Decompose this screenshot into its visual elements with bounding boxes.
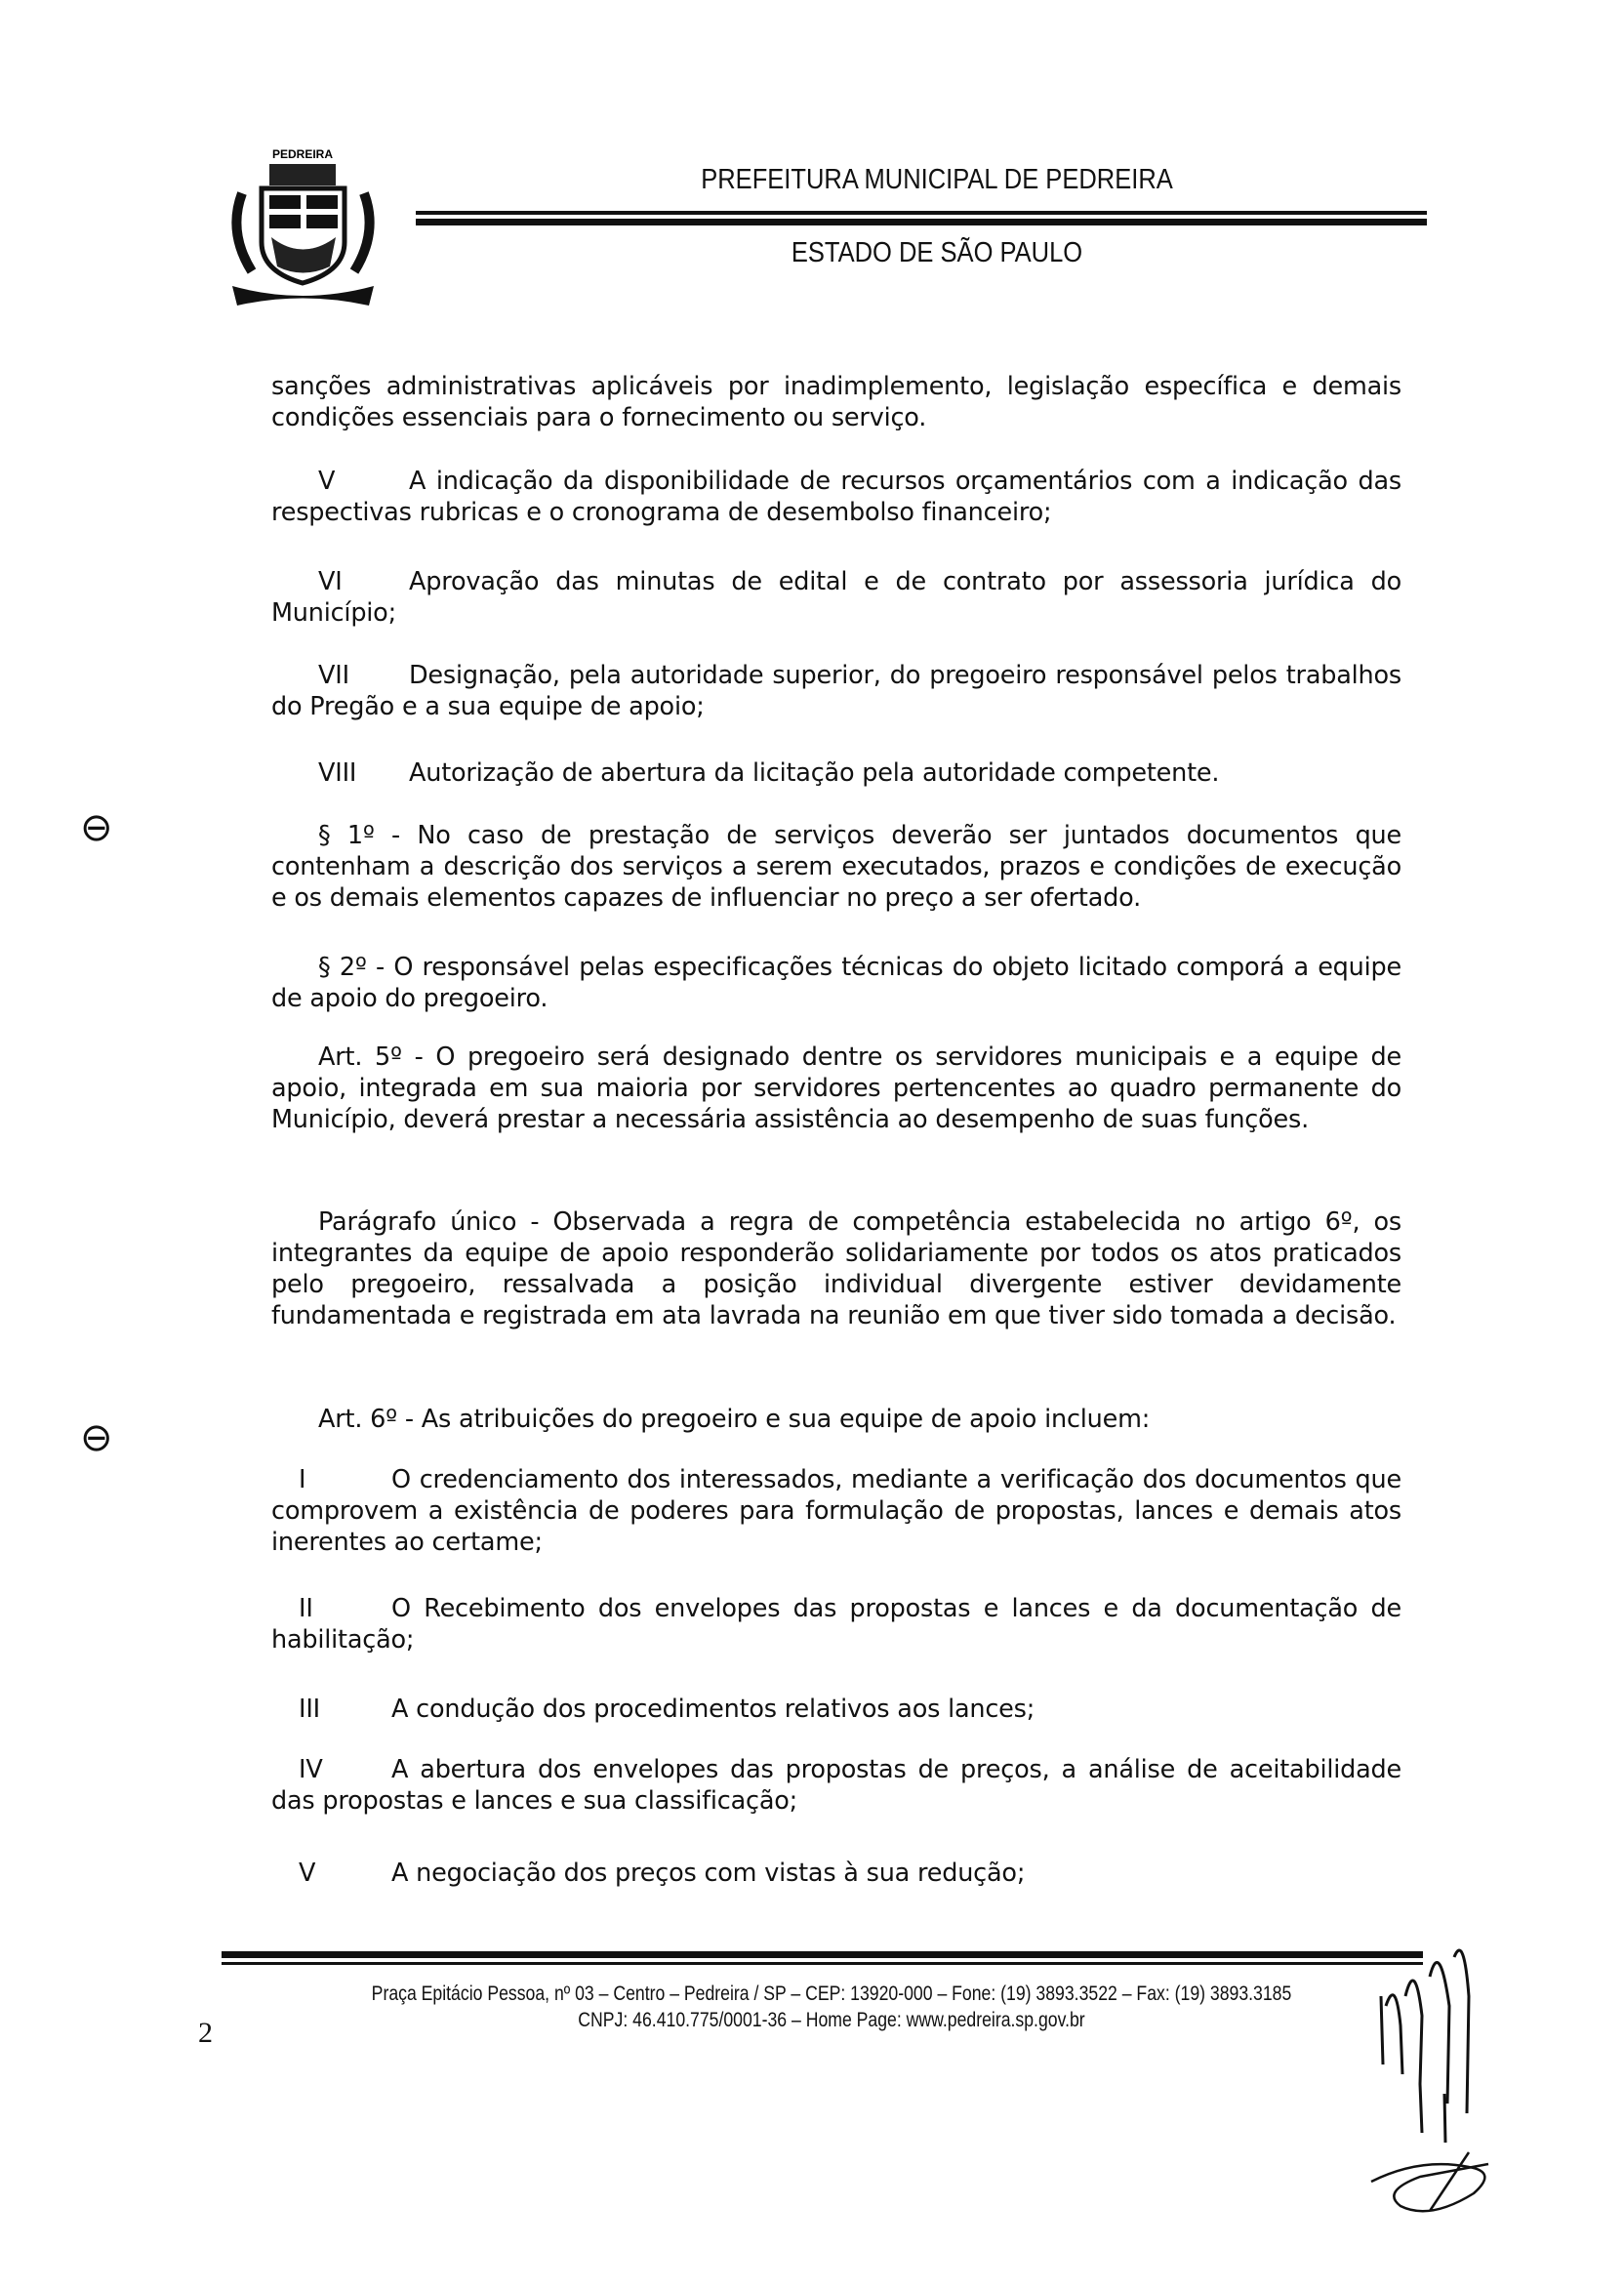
item-v-b bbox=[271, 1858, 1401, 1889]
signature bbox=[1361, 1938, 1508, 2230]
paragraph-text: § 1º - No caso de prestação de serviços deverão ser juntados documentos que contenham a descrição dos serviços a serem executados, prazos e condições de execução e os demais elementos capazes de influenciar no preço a ser ofertado. bbox=[271, 821, 1401, 913]
item-text: Designação, pela autoridade superior, do pregoeiro responsável pelos trabalhos do Pregão e a sua equipe de apoio; bbox=[271, 661, 1401, 721]
item-number: V bbox=[318, 467, 336, 496]
item-number: VI bbox=[318, 567, 343, 596]
paragraph-unico bbox=[271, 1206, 1401, 1331]
item-text: O credenciamento dos interessados, mediante a verificação dos documentos que comprovem a existência de poderes para formulação de propostas, lances e demais atos inerentes ao certame; bbox=[271, 1465, 1401, 1557]
article-6 bbox=[271, 1404, 1401, 1435]
paragraph-text: Parágrafo único - Observada a regra de competência estabelecida no artigo 6º, os integrantes da equipe de apoio responderão solidariamente por todos os atos praticados pelo pregoeiro, ressalvada a posição individual divergente estiver devidamente fundamentada e registrada em ata lavrada na reunião em que tiver sido tomada a decisão. bbox=[271, 1207, 1401, 1330]
header-title: PREFEITURA MUNICIPAL DE PEDREIRA bbox=[701, 164, 1173, 195]
item-text: A negociação dos preços com vistas à sua redução; bbox=[391, 1859, 1026, 1888]
header-rule-thick bbox=[416, 219, 1427, 225]
article-5 bbox=[271, 1042, 1401, 1135]
item-ii bbox=[271, 1593, 1401, 1655]
punch-hole-mark: ⊖ bbox=[80, 805, 113, 850]
footer-address: Praça Epitácio Pessoa, nº 03 – Centro – Pedreira / SP – CEP: 13920-000 – Fone: (19) 3893.3522 – Fax: (19) 3893.3185 bbox=[371, 1982, 1292, 2005]
coat-of-arms-logo bbox=[223, 144, 384, 310]
item-number: IV bbox=[299, 1755, 323, 1784]
footer-cnpj: CNPJ: 46.410.775/0001-36 – Home Page: www.pedreira.sp.gov.br bbox=[578, 2009, 1085, 2031]
footer-rule-thin bbox=[222, 1962, 1423, 1965]
paragraph-text: § 2º - O responsável pelas especificações técnicas do objeto licitado comporá a equipe de apoio do pregoeiro. bbox=[271, 953, 1401, 1013]
paragraph-2 bbox=[271, 952, 1401, 1014]
item-text: A indicação da disponibilidade de recursos orçamentários com a indicação das respectivas rubricas e o cronograma de desembolso financeiro; bbox=[271, 467, 1401, 527]
item-number: VII bbox=[318, 661, 349, 690]
item-text: A condução dos procedimentos relativos aos lances; bbox=[391, 1695, 1035, 1724]
item-number: VIII bbox=[318, 758, 357, 788]
item-text: Aprovação das minutas de edital e de contrato por assessoria jurídica do Município; bbox=[271, 567, 1401, 628]
footer-rule bbox=[222, 1951, 1423, 1958]
item-vii bbox=[271, 660, 1401, 722]
svg-text:PEDREIRA: PEDREIRA bbox=[271, 147, 334, 161]
item-viii bbox=[271, 757, 1401, 789]
item-text: O Recebimento dos envelopes das propostas e lances e da documentação de habilitação; bbox=[271, 1594, 1401, 1655]
item-text: A abertura dos envelopes das propostas de preços, a análise de aceitabilidade das propostas e lances e sua classificação; bbox=[271, 1755, 1401, 1816]
item-vi bbox=[271, 566, 1401, 629]
item-number: V bbox=[299, 1859, 316, 1888]
item-i bbox=[271, 1464, 1401, 1558]
item-iv bbox=[271, 1754, 1401, 1817]
paragraph-text: Art. 5º - O pregoeiro será designado dentre os servidores municipais e a equipe de apoio, integrada em sua maioria por servidores pertencentes ao quadro permanente do Município, deverá prestar a necessária assistência ao desempenho de suas funções. bbox=[271, 1042, 1401, 1134]
punch-hole-mark: ⊖ bbox=[80, 1415, 113, 1460]
paragraph-intro: sanções administrativas aplicáveis por inadimplemento, legislação específica e demais condições essenciais para o fornecimento ou serviço. bbox=[271, 372, 1401, 432]
header-rule bbox=[416, 211, 1427, 215]
item-number: II bbox=[299, 1594, 313, 1623]
item-number: I bbox=[299, 1465, 306, 1494]
item-iii bbox=[271, 1694, 1401, 1725]
page-number: 2 bbox=[198, 2017, 213, 2049]
item-number: III bbox=[299, 1695, 320, 1724]
header-subtitle: ESTADO DE SÃO PAULO bbox=[791, 237, 1083, 268]
item-text: Autorização de abertura da licitação pela autoridade competente. bbox=[409, 758, 1220, 788]
paragraph-1 bbox=[271, 820, 1401, 914]
item-v bbox=[271, 466, 1401, 528]
paragraph-text: Art. 6º - As atribuições do pregoeiro e sua equipe de apoio incluem: bbox=[318, 1405, 1151, 1434]
